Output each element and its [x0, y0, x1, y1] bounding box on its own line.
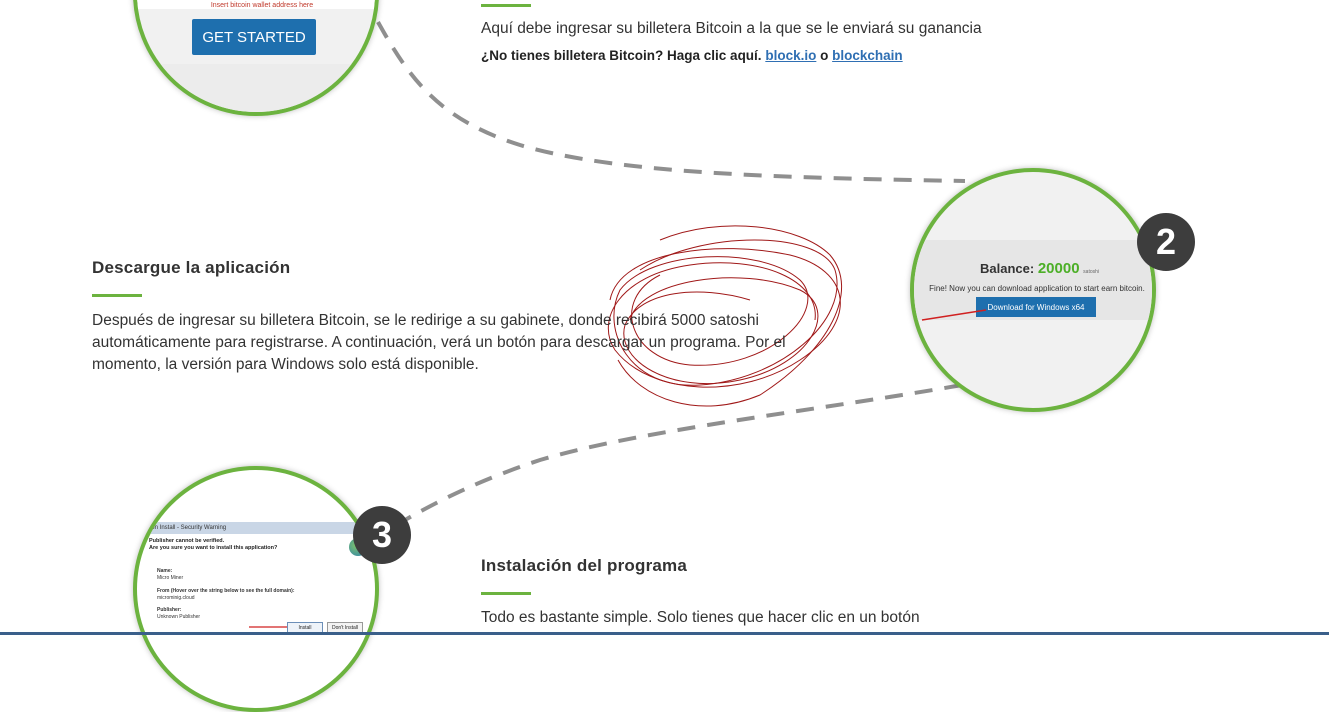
- step3-divider: [481, 592, 531, 595]
- balance-value: 20000: [1037, 260, 1080, 277]
- dialog-title-bar: ation Install - Security Warning: [137, 522, 379, 534]
- balance-line: [980, 260, 1099, 277]
- step1-divider: [481, 4, 531, 7]
- dialog-name-label: Name:: [157, 568, 173, 574]
- dialog-warning-2: Are you sure you want to install this application?: [149, 545, 278, 551]
- step2-number-badge: 2: [1137, 213, 1195, 271]
- dialog-from-value: microminig.cloud: [157, 595, 195, 601]
- step2-heading: Descargue la aplicación: [92, 258, 291, 277]
- no-wallet-line: [481, 48, 903, 63]
- dialog-warning-1: Publisher cannot be verified.: [149, 538, 225, 544]
- download-windows-button[interactable]: Download for Windows x64: [976, 297, 1096, 317]
- dialog-from-label: From (Hover over the string below to see the full domain):: [157, 588, 295, 594]
- balance-label: Balance:: [980, 261, 1035, 276]
- fine-text: Fine! Now you can download application to start earn bitcoin.: [929, 284, 1145, 293]
- install-button[interactable]: Install: [287, 622, 323, 634]
- no-wallet-text: ¿No tienes billetera Bitcoin? Haga clic aquí.: [481, 48, 762, 63]
- dialog-publisher-label: Publisher:: [157, 607, 182, 613]
- step1-bg-watermark: [137, 64, 379, 116]
- step3-body: Todo es bastante simple. Solo tienes que hacer clic en un botón: [481, 609, 920, 626]
- step2-body: Después de ingresar su billetera Bitcoin, se le redirige a su gabinete, donde recibirá 5000 satoshi automáticamente para registrarse. A continuación, verá un botón para descargar un programa. Por el momento, la versión para Windows solo está disponible.: [92, 312, 786, 373]
- dialog-name-value: Micro Miner: [157, 575, 184, 581]
- step3-screenshot-circle: [133, 466, 379, 712]
- blockchain-link[interactable]: blockchain: [832, 48, 903, 63]
- step1-snippet-top-text: Insert bitcoin wallet address here: [210, 2, 314, 9]
- balance-unit: satoshi: [1083, 269, 1100, 275]
- red-arrow-pointer: [914, 300, 994, 330]
- blockio-link[interactable]: block.io: [765, 48, 817, 63]
- get-started-button[interactable]: GET STARTED: [192, 19, 316, 55]
- step3-heading: Instalación del programa: [481, 556, 688, 575]
- or-text: o: [820, 48, 829, 63]
- dialog-publisher-value: Unknown Publisher: [157, 614, 201, 620]
- step2-screenshot-circle: [910, 168, 1156, 412]
- wallet-instruction-text: Aquí debe ingresar su billetera Bitcoin a la que se le enviará su ganancia: [481, 20, 982, 37]
- step1-screenshot-circle: [133, 0, 379, 116]
- step3-number-badge: 3: [353, 506, 411, 564]
- dont-install-button[interactable]: Don't Install: [327, 622, 363, 634]
- step2-divider: [92, 294, 142, 297]
